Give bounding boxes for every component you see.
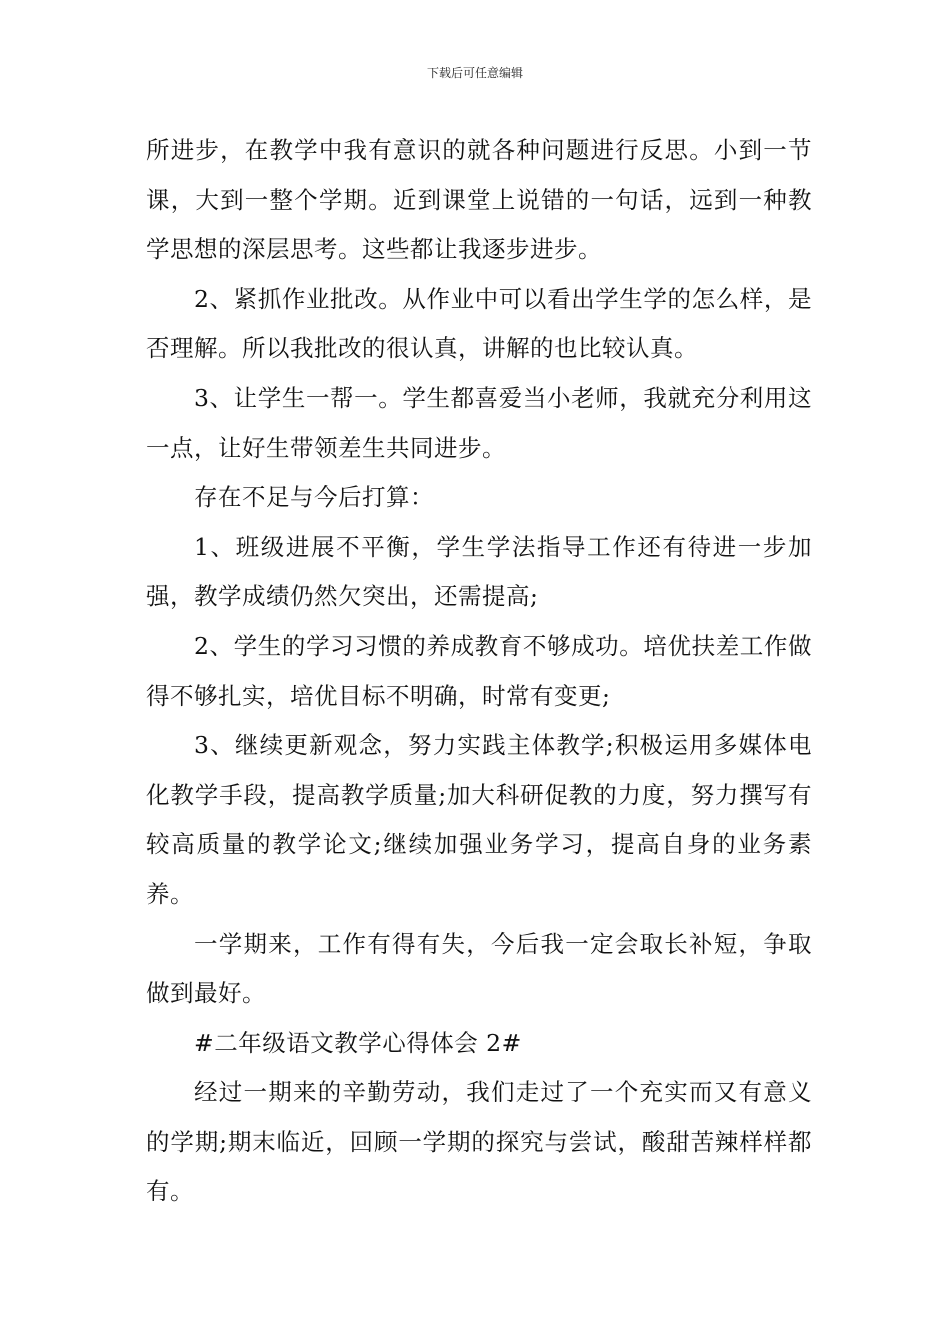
paragraph-2: 2、紧抓作业批改。从作业中可以看出学生学的怎么样，是否理解。所以我批改的很认真，讲解的也比较认真。 (146, 284, 812, 363)
document-body (146, 126, 812, 1217)
paragraph-7: 3、继续更新观念，努力实践主体教学;积极运用多媒体电化教学手段，提高教学质量;加大科研促教的力度，努力撰写有较高质量的教学论文;继续加强业务学习，提高自身的业务素养。 (146, 731, 812, 908)
paragraph-4: 存在不足与今后打算： (194, 483, 434, 512)
paragraph-3: 3、让学生一帮一。学生都喜爱当小老师，我就充分利用这一点，让好生带领差生共同进步。 (146, 383, 812, 462)
paragraph-8: 一学期来，工作有得有失，今后我一定会取长补短，争取做到最好。 (146, 929, 812, 1008)
section-heading: #二年级语文教学心得体会 2# (194, 1028, 522, 1057)
page-header-note: 下载后可任意编辑 (426, 66, 523, 80)
paragraph-9: 经过一期来的辛勤劳动，我们走过了一个充实而又有意义的学期;期末临近，回顾一学期的探究与尝试，酸甜苦辣样样都有。 (146, 1078, 812, 1206)
paragraph-6: 2、学生的学习习惯的养成教育不够成功。培优扶差工作做得不够扎实，培优目标不明确，时常有变更; (146, 631, 812, 710)
paragraph-5: 1、班级进展不平衡，学生学法指导工作还有待进一步加强，教学成绩仍然欠突出，还需提高; (146, 532, 812, 611)
paragraph-1: 所进步，在教学中我有意识的就各种问题进行反思。小到一节课，大到一整个学期。近到课堂上说错的一句话，远到一种教学思想的深层思考。这些都让我逐步进步。 (146, 136, 812, 264)
